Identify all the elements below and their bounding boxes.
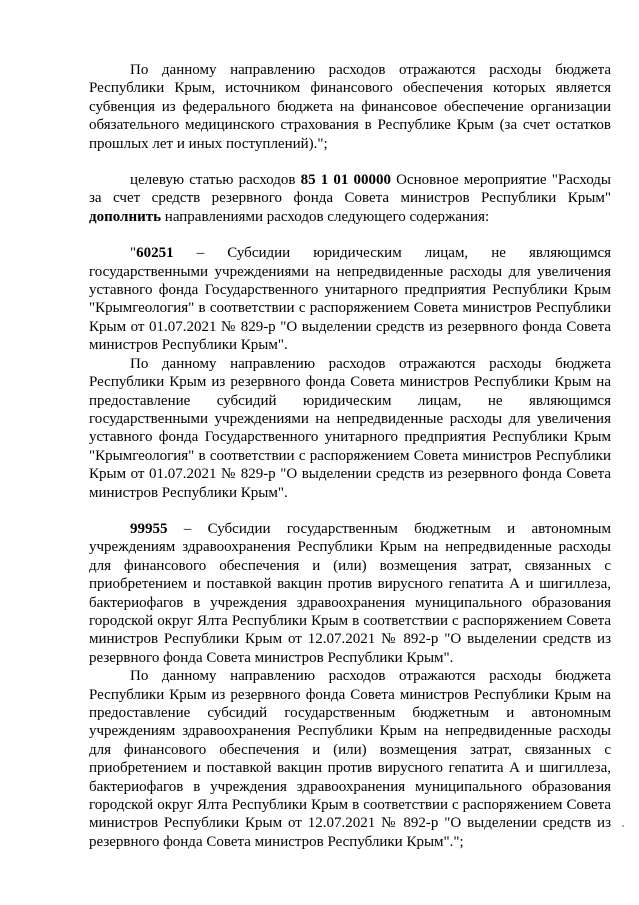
action-word: дополнить: [89, 208, 162, 225]
scan-speck: [622, 825, 624, 827]
paragraph-text: – Субсидии государственным бюджетным и автономным учреждениям здравоохранения Республики Крым на непредвиденные расходы для финансового обеспечения и (или) возмещения затрат, связанных с приобретением и поставкой вакцин против вирусного гепатита А и шигиллеза, бактериофагов в учреждения здравоохранения муниципального образования городской округ Ялта Республики Крым в соответствии с распоряжением Совета министров Республики Крым от 12.07.2021 № 892-р "О выделении средств из резервного фонда Совета министров Республики Крым".: [89, 520, 611, 666]
paragraph-text-suffix: направлениями расходов следующего содержания:: [161, 208, 490, 225]
paragraph-target-article: [89, 171, 611, 226]
opening-quote: ": [130, 245, 137, 262]
paragraph-direction-60251: [89, 244, 611, 354]
paragraph-text: – Субсидии юридическим лицам, не являющимся государственными учреждениями на непредвиденные расходы для увеличения уставного фонда Государственного унитарного предприятия Республики Крым "Крымгеология" в соответствии с распоряжением Совета министров Республики Крым от 01.07.2021 № 829-р "О выделении средств из резервного фонда Совета министров Республики Крым".: [89, 245, 611, 354]
paragraph-direction-99955-note: [89, 667, 611, 851]
document-body: [89, 61, 611, 851]
paragraph-direction-99955: [89, 520, 611, 667]
paragraph-text: По данному направлению расходов отражаются расходы бюджета Республики Крым из резервного фонда Совета министров Республики Крым на предоставление субсидий юридическим лицам, не являющимся государственными учреждениями на непредвиденные расходы для увеличения уставного фонда Государственного унитарного предприятия Республики Крым "Крымгеология" в соответствии с распоряжением Совета министров Республики Крым от 01.07.2021 № 829-р "О выделении средств из резервного фонда Совета министров Республики Крым".: [89, 355, 611, 501]
paragraph-text-prefix: целевую статью расходов: [130, 172, 301, 189]
budget-code: 85 1 01 00000: [300, 172, 392, 189]
paragraph-omi-note: [89, 61, 611, 153]
paragraph-direction-60251-note: [89, 355, 611, 502]
paragraph-text: По данному направлению расходов отражаются расходы бюджета Республики Крым из резервного фонда Совета министров Республики Крым на предоставление субсидий государственным бюджетным и автономным учреждениям здравоохранения Республики Крым на непредвиденные расходы для финансового обеспечения и (или) возмещения затрат, связанных с приобретением и поставкой вакцин против вирусного гепатита А и шигиллеза, бактериофагов в учреждения здравоохранения муниципального образования городской округ Ялта Республики Крым в соответствии с распоряжением Совета министров Республики Крым от 12.07.2021 № 892-р "О выделении средств из резервного фонда Совета министров Республики Крым".";: [89, 668, 611, 850]
direction-code: 99955: [130, 520, 168, 537]
paragraph-text-middle: Основное мероприятие "Расходы за счет средств резервного фонда Совета министров Республики Крым": [89, 172, 612, 207]
direction-code: 60251: [136, 245, 174, 262]
paragraph-text: По данному направлению расходов отражаются расходы бюджета Республики Крым, источником финансового обеспечения которых является субвенция из федерального бюджета на финансовое обеспечение организации обязательного медицинского страхования в Республике Крым (за счет остатков прошлых лет и иных поступлений).";: [89, 62, 611, 152]
